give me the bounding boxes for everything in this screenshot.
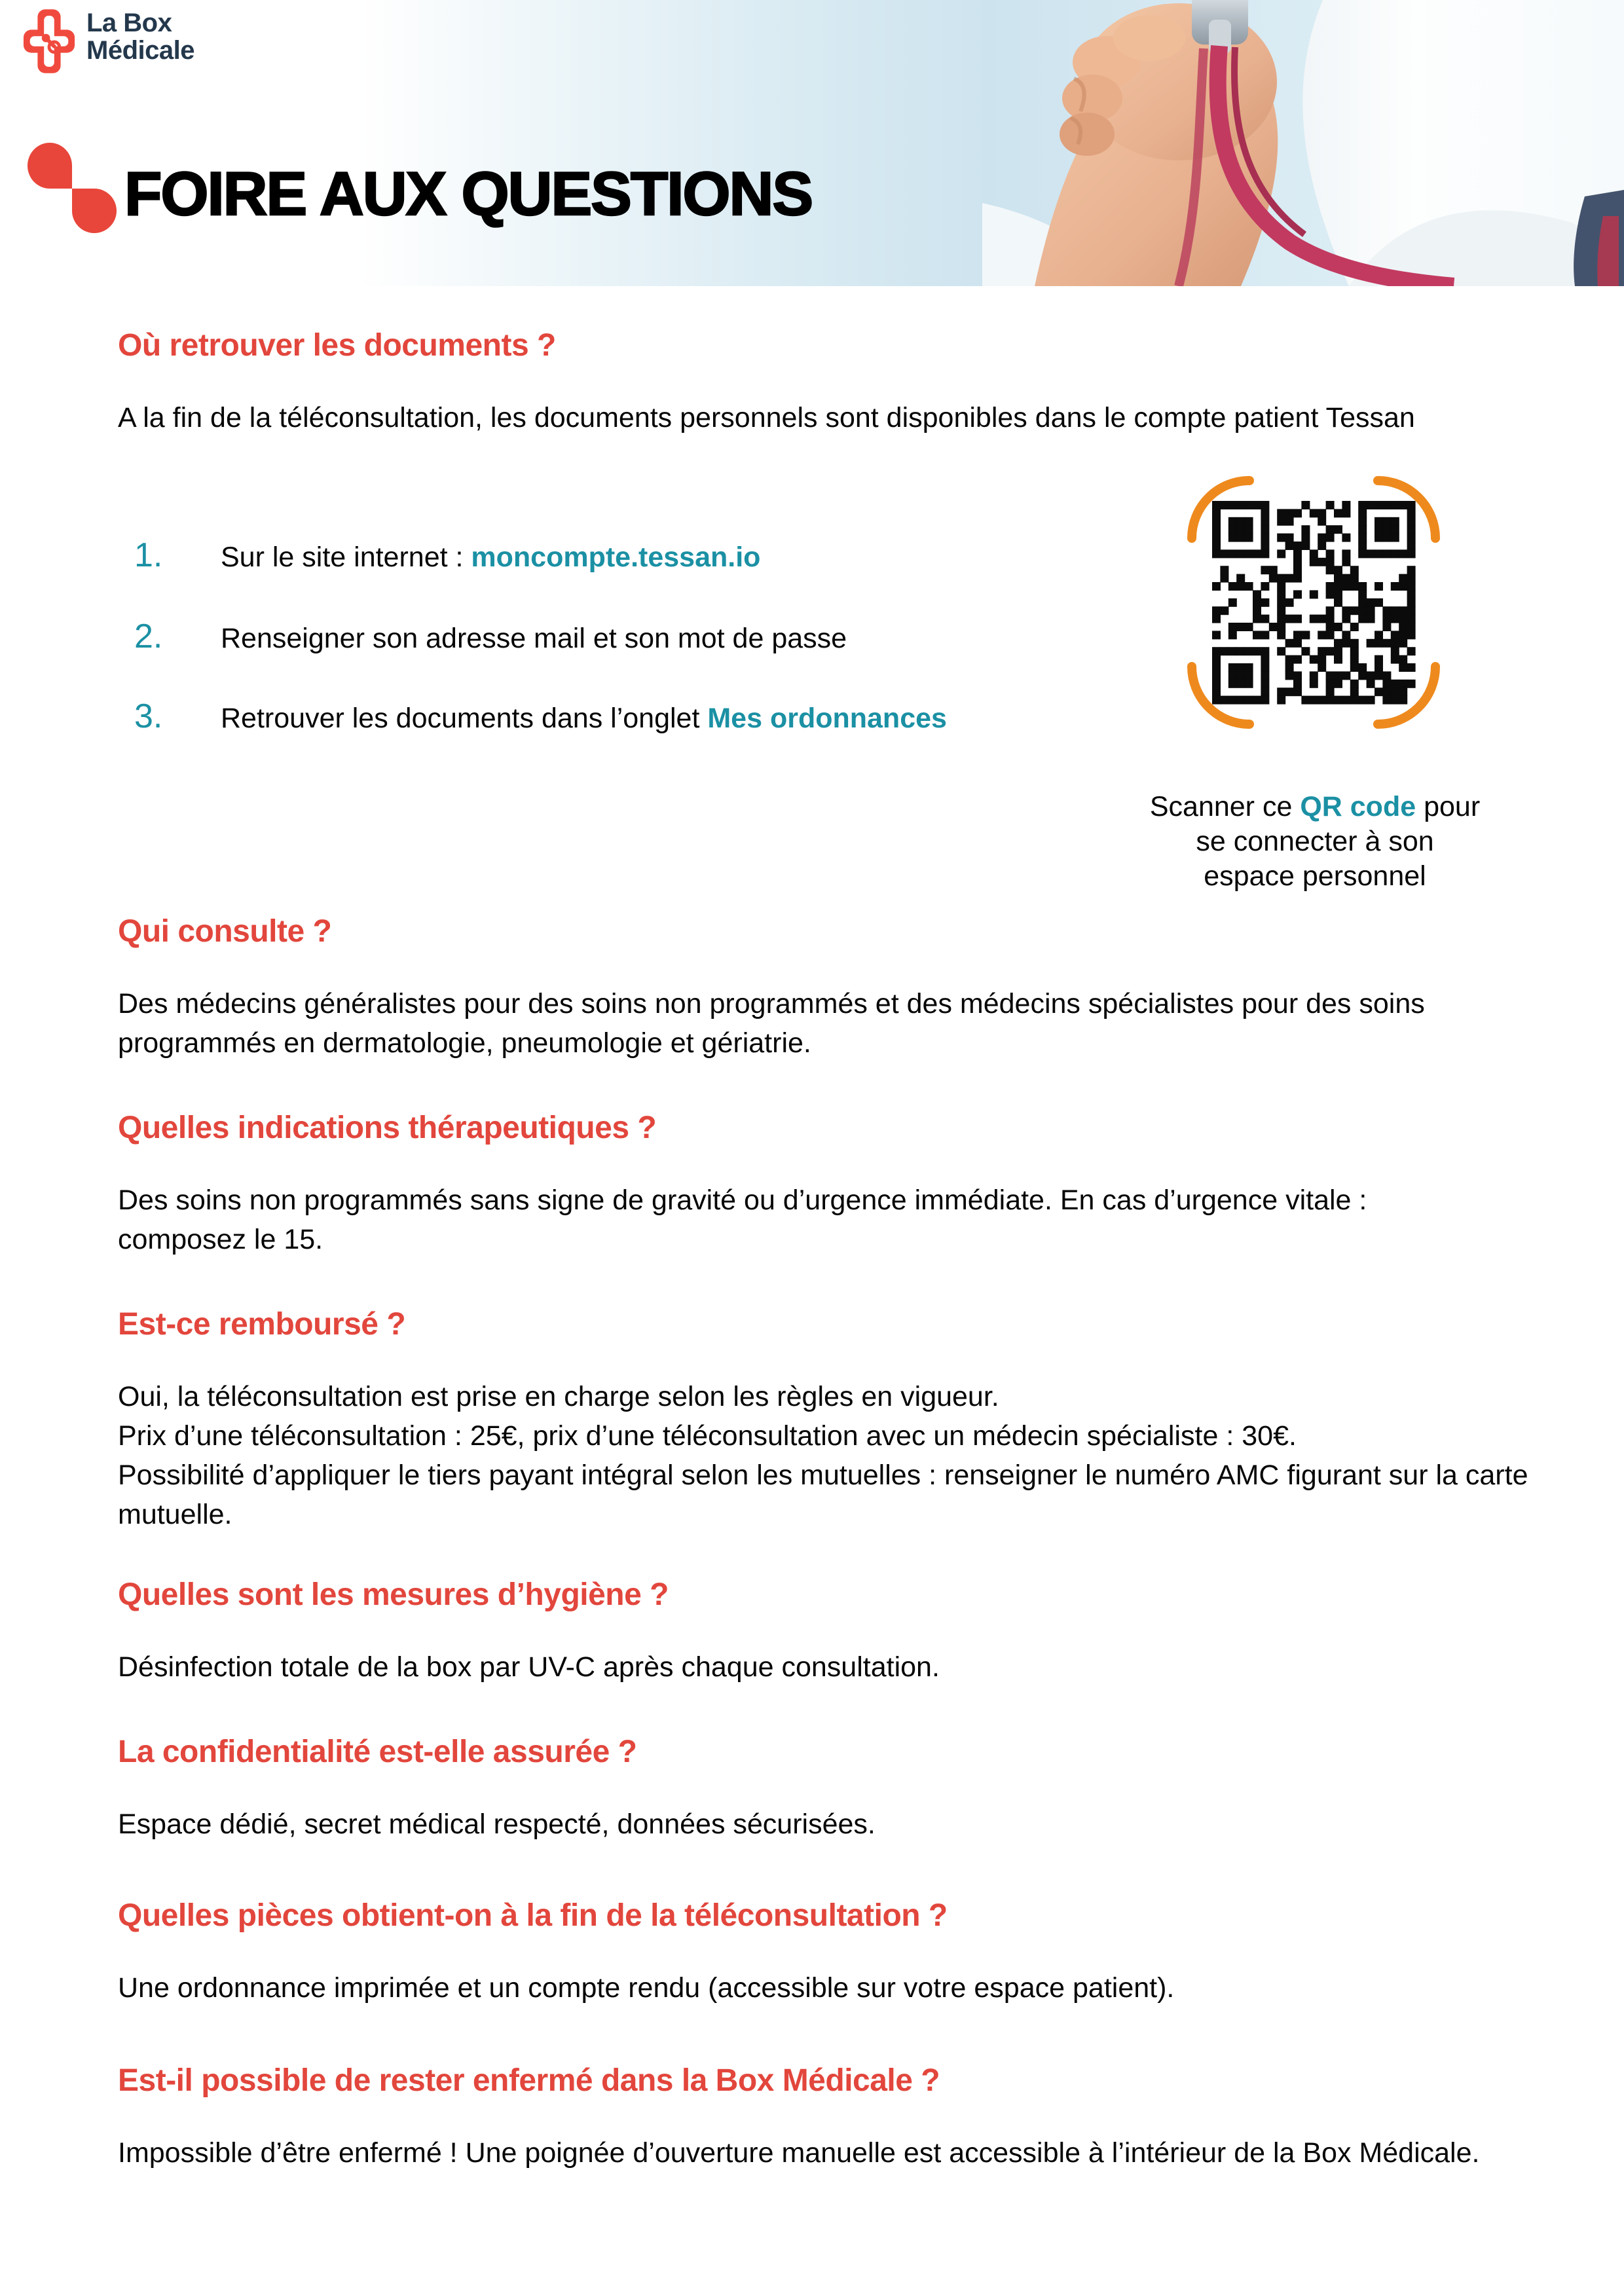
logo-line2: Médicale [86, 36, 194, 65]
labox-medicale-logo [22, 8, 194, 75]
header-band [0, 0, 1624, 286]
faq-body-rembourse-line3: Possibilité d’appliquer le tiers payant intégral selon les mutuelles : renseigner le numéro AMC figurant sur la carte mutuelle. [118, 1460, 1528, 1530]
brand-drops-icon [26, 141, 118, 234]
faq-body-documents: A la fin de la téléconsultation, les documents personnels sont disponibles dans le compte patient Tessan [118, 402, 1415, 433]
page-title: FOIRE AUX QUESTIONS [124, 159, 813, 228]
faq-heading-indications: Quelles indications thérapeutiques ? [118, 1111, 657, 1145]
faq-heading-pieces: Quelles pièces obtient-on à la fin de la téléconsultation ? [118, 1898, 948, 1933]
faq-body-rembourse [118, 1377, 1585, 1534]
faq-heading-qui-consulte: Qui consulte ? [118, 914, 332, 949]
step-3-number: 3. [134, 697, 163, 735]
faq-body-hygiene: Désinfection totale de la box par UV-C après chaque consultation. [118, 1651, 940, 1683]
qr-code-label: QR code [1300, 791, 1416, 822]
faq-heading-rembourse: Est-ce remboursé ? [118, 1307, 406, 1342]
step-1 [134, 537, 760, 576]
faq-body-confidentialite: Espace dédié, secret médical respecté, données sécurisées. [118, 1808, 876, 1840]
qr-caption-line2: se connecter à son [1196, 826, 1434, 857]
qr-caption-post: pour [1416, 791, 1481, 822]
step-3-text [221, 700, 947, 737]
step-1-text [221, 539, 760, 576]
step-1-number: 1. [134, 536, 163, 574]
faq-heading-enferme: Est-il possible de rester enfermé dans la Box Médicale ? [118, 2063, 940, 2098]
qr-caption [1107, 790, 1523, 894]
faq-body-pieces: Une ordonnance imprimée et un compte rendu (accessible sur votre espace patient). [118, 1972, 1175, 2004]
mes-ordonnances-link[interactable]: Mes ordonnances [707, 703, 947, 734]
faq-heading-confidentialite: La confidentialité est-elle assurée ? [118, 1735, 637, 1769]
faq-body-rembourse-line2: Prix d’une téléconsultation : 25€, prix d’une téléconsultation avec un médecin spécialiste : 30€. [118, 1420, 1297, 1452]
qr-caption-pre: Scanner ce [1149, 791, 1301, 822]
qr-caption-line3: espace personnel [1204, 860, 1426, 892]
qr-code-block [1184, 473, 1443, 732]
faq-heading-documents: Où retrouver les documents ? [118, 328, 556, 363]
step-3 [134, 698, 947, 737]
faq-body-rembourse-line1: Oui, la téléconsultation est prise en charge selon les règles en vigueur. [118, 1381, 999, 1412]
doctor-stethoscope-photo [982, 0, 1624, 286]
moncompte-link[interactable]: moncompte.tessan.io [471, 542, 761, 573]
qr-code [1184, 473, 1443, 732]
medical-cross-icon [22, 8, 76, 75]
step-2-pre: Renseigner son adresse mail et son mot de passe [221, 623, 847, 654]
step-2-text [221, 620, 847, 657]
faq-body-enferme: Impossible d’être enfermé ! Une poignée d’ouverture manuelle est accessible à l’intérieur de la Box Médicale. [118, 2137, 1480, 2169]
faq-heading-hygiene: Quelles sont les mesures d’hygiène ? [118, 1577, 669, 1612]
logo-wordmark [86, 9, 194, 64]
faq-body-qui-consulte: Des médecins généralistes pour des soins non programmés et des médecins spécialistes pour des soins programmés en dermatologie, pneumologie et gériatrie. [118, 988, 1425, 1059]
logo-line1: La Box [86, 9, 172, 37]
faq-body-indications: Des soins non programmés sans signe de gravité ou d’urgence immédiate. En cas d’urgence vitale : composez le 15. [118, 1184, 1367, 1255]
step-2 [134, 618, 847, 657]
qr-caption-line1 [1107, 790, 1523, 824]
step-3-pre: Retrouver les documents dans l’onglet [221, 703, 708, 734]
step-2-number: 2. [134, 617, 163, 655]
step-1-pre: Sur le site internet : [221, 542, 471, 573]
